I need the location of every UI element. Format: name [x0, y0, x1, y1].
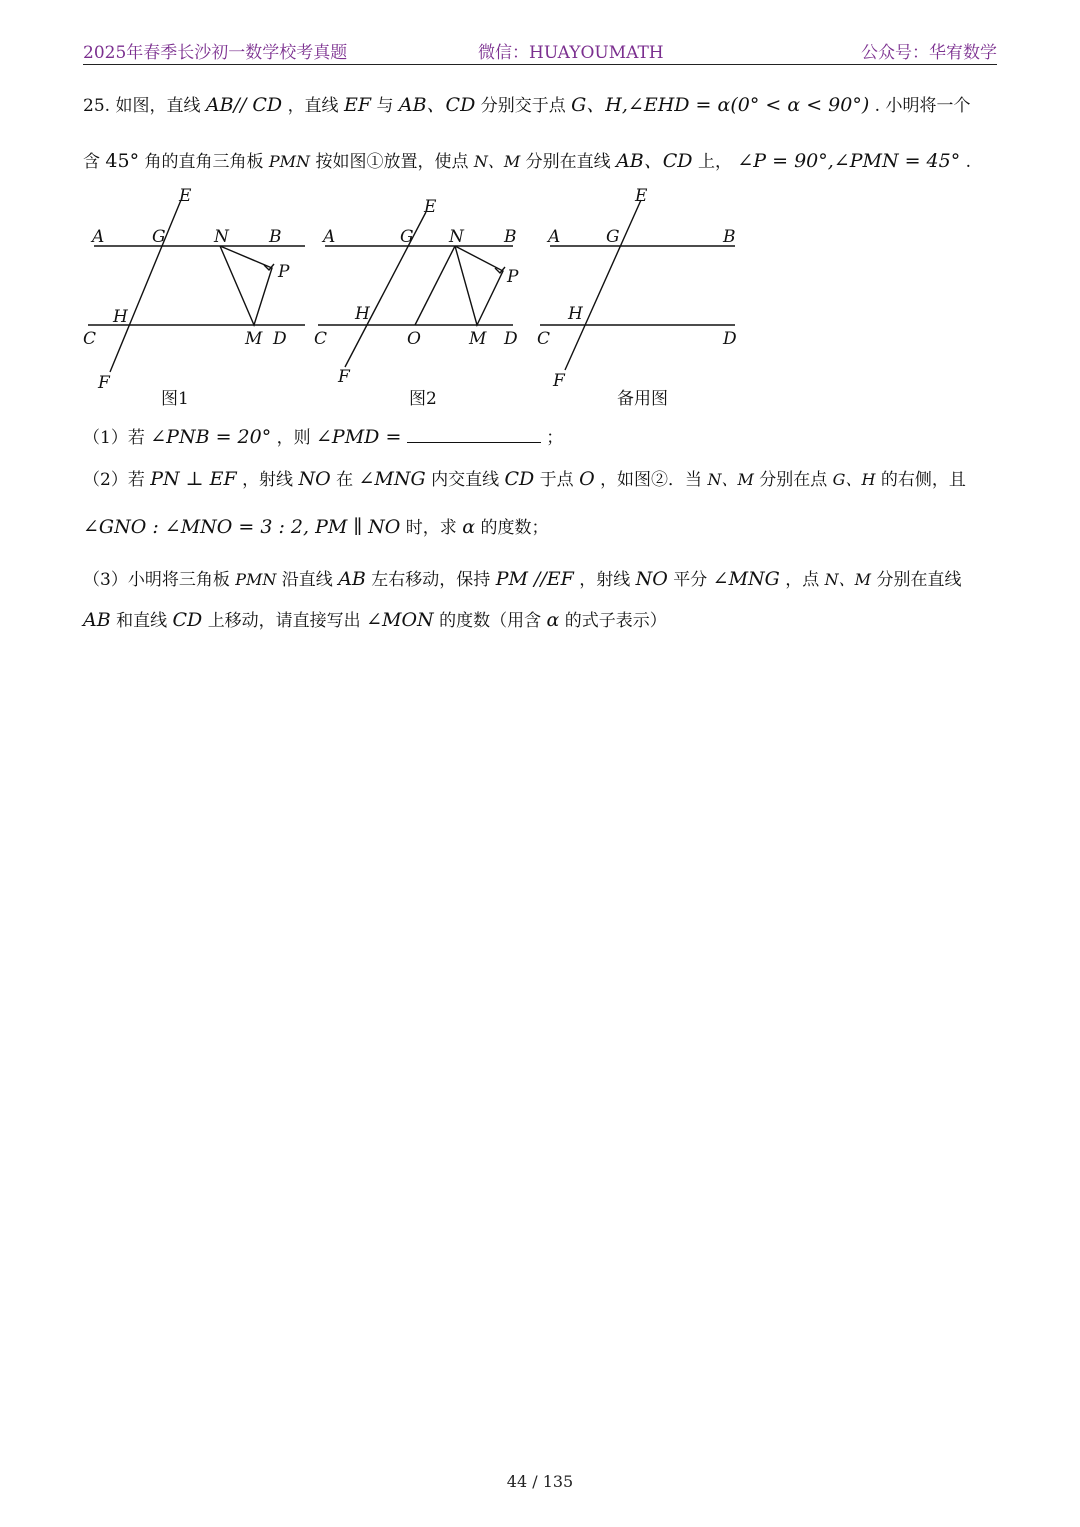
math-expr: ∠MON — [366, 609, 434, 631]
fig1-label-h: H — [113, 307, 128, 327]
math-expr: PN ⊥ EF — [150, 468, 237, 490]
math-expr: ∠PMD = — [316, 426, 402, 448]
math-expr: CD — [504, 468, 535, 490]
geometry-figures — [80, 182, 760, 412]
math-expr: ∠MNG — [712, 568, 780, 590]
fig2-label-f: F — [338, 367, 350, 387]
math-expr: AB — [83, 609, 111, 631]
question-text: 在 — [336, 470, 354, 490]
question-3-line-1 — [83, 565, 961, 590]
fig3-caption: 备用图 — [617, 389, 668, 409]
fig1-label-c: C — [83, 329, 97, 349]
problem-text: 与 — [376, 96, 394, 116]
question-text: 分别在点 — [759, 470, 828, 490]
fig1-triangle-pmn — [220, 246, 272, 325]
question-text: 的度数； — [480, 518, 549, 538]
question-text: （3）小明将三角板 — [83, 570, 230, 590]
question-text: 平分 — [673, 570, 708, 590]
fig2-label-e: E — [424, 197, 437, 217]
question-text: 的式子表示） — [564, 611, 667, 631]
math-expr: ∠GNO : ∠MNO = 3 : 2, PM ∥ NO — [83, 516, 401, 538]
fig1-label-a: A — [92, 227, 105, 247]
fig1-label-e: E — [179, 186, 192, 206]
header-wechat: 微信：HUAYOUMATH — [478, 43, 664, 63]
problem-line-1 — [83, 90, 970, 117]
fig1-caption: 图1 — [161, 389, 189, 409]
fig3-label-b: B — [723, 227, 736, 247]
question-text: 沿直线 — [281, 570, 333, 590]
problem-text: 分别在直线 — [525, 152, 611, 172]
math-expr: PMN — [268, 152, 311, 171]
page-number: 44 / 135 — [506, 1472, 574, 1491]
math-expr: AB// CD — [205, 94, 283, 116]
question-text: 内交直线 — [431, 470, 500, 490]
fig2-label-d: D — [504, 329, 518, 349]
math-expr: NO — [635, 568, 668, 590]
question-text: ，射线 — [242, 470, 294, 490]
math-expr: EF — [343, 94, 372, 116]
fig3-label-h: H — [568, 304, 583, 324]
question-text: ，点 — [785, 570, 820, 590]
math-expr: PMN — [235, 570, 277, 589]
fig2-ray-no — [415, 246, 455, 325]
math-expr: G、H,∠EHD = α(0° < α < 90°) — [571, 94, 870, 116]
math-expr: ∠PNB = 20° — [150, 426, 272, 448]
question-text: 于点 — [539, 470, 574, 490]
problem-text: 25. 如图，直线 — [83, 96, 201, 116]
fig3-label-f: F — [553, 371, 565, 391]
math-expr: α — [546, 609, 560, 631]
fig3-label-d: D — [723, 329, 737, 349]
header-account: 公众号：华宥数学 — [861, 43, 997, 63]
fig3-label-a: A — [548, 227, 561, 247]
question-text: 时，求 — [405, 518, 457, 538]
fig2-label-p: P — [507, 267, 519, 287]
math-expr: AB、CD — [398, 94, 476, 116]
fig1-label-p: P — [278, 262, 290, 282]
page-header — [83, 38, 997, 65]
fig1-label-f: F — [98, 373, 110, 393]
question-text: ，如图②．当 — [600, 470, 703, 490]
fig2-label-n: N — [449, 227, 464, 247]
math-expr: α — [462, 516, 476, 538]
question-text: （1）若 — [83, 428, 145, 448]
math-expr: N、M — [824, 570, 872, 589]
problem-line-2 — [83, 146, 971, 173]
fig1-label-d: D — [273, 329, 287, 349]
math-expr: O — [579, 468, 595, 490]
question-2-line-2 — [83, 513, 548, 538]
fig2-label-c: C — [314, 329, 328, 349]
fig1-label-m: M — [245, 329, 263, 349]
fig3-label-e: E — [635, 186, 648, 206]
fig1-label-b: B — [269, 227, 282, 247]
problem-text: . 小明将一个 — [874, 96, 971, 116]
fig1-label-n: N — [214, 227, 229, 247]
fig2-caption: 图2 — [409, 389, 437, 409]
fig2-triangle-pmn — [455, 246, 503, 325]
question-text: 和直线 — [116, 611, 168, 631]
math-expr: N、M — [707, 470, 754, 489]
math-expr: ∠P = 90°,∠PMN = 45° — [737, 150, 961, 172]
problem-text: 含 — [83, 152, 100, 172]
answer-blank[interactable] — [407, 428, 541, 443]
problem-text: 角的直角三角板 — [144, 152, 264, 172]
fig1-label-g: G — [152, 227, 166, 247]
math-expr: N、M — [473, 152, 521, 171]
math-expr: CD — [172, 609, 203, 631]
problem-text: 上， — [697, 152, 732, 172]
math-expr: ∠MNG — [358, 468, 426, 490]
question-text: ； — [546, 428, 564, 448]
fig3-label-g: G — [606, 227, 620, 247]
question-text: 的右侧，且 — [880, 470, 966, 490]
question-text: ，射线 — [579, 570, 631, 590]
fig2-label-g: G — [400, 227, 414, 247]
question-text: 的度数（用含 — [439, 611, 542, 631]
fig2-label-a: A — [323, 227, 336, 247]
question-2-line-1 — [83, 465, 966, 490]
problem-text: . — [965, 152, 972, 172]
math-expr: AB — [338, 568, 366, 590]
fig2-label-m: M — [469, 329, 487, 349]
math-expr: PM //EF — [495, 568, 574, 590]
problem-text: 按如图①放置，使点 — [315, 152, 469, 172]
question-text: （2）若 — [83, 470, 145, 490]
math-expr: 45° — [105, 150, 140, 172]
question-3-line-2 — [83, 606, 667, 631]
header-title: 2025年春季长沙初一数学校考真题 — [83, 43, 348, 63]
question-text: 上移动，请直接写出 — [207, 611, 361, 631]
fig1-line-ef — [110, 200, 181, 372]
fig2-label-b: B — [504, 227, 517, 247]
fig3-line-ef — [565, 200, 641, 370]
fig3-label-c: C — [537, 329, 551, 349]
math-expr: AB、CD — [616, 150, 693, 172]
problem-text: 分别交于点 — [480, 96, 566, 116]
question-text: 分别在直线 — [876, 570, 962, 590]
question-text: 左右移动，保持 — [371, 570, 491, 590]
fig2-label-h: H — [355, 304, 370, 324]
fig2-label-o: O — [407, 329, 421, 349]
math-expr: G、H — [832, 470, 876, 489]
question-text: ，则 — [276, 428, 311, 448]
problem-text: ，直线 — [287, 96, 339, 116]
question-1 — [83, 423, 563, 448]
math-expr: NO — [298, 468, 331, 490]
